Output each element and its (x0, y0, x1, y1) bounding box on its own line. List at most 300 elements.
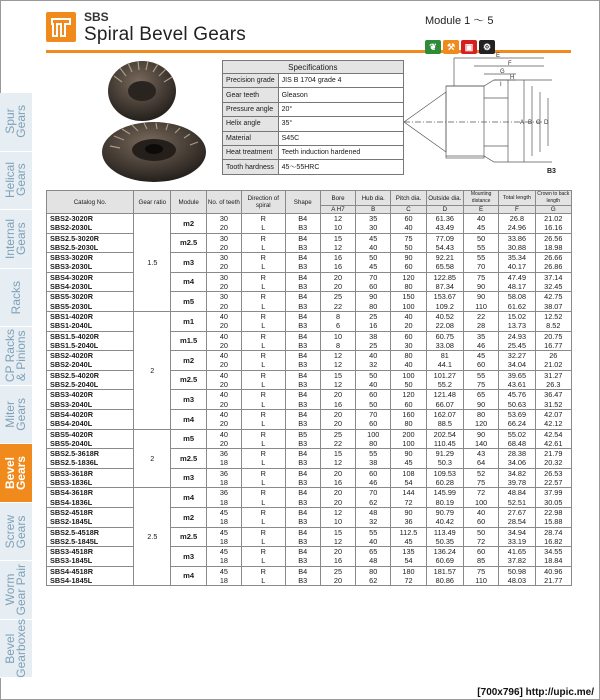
hub-dia-value: 80 (369, 438, 378, 448)
outside-dia-cell (426, 292, 463, 312)
hub-dia-value: 25 (369, 311, 378, 321)
teeth-value: 36 (219, 449, 228, 459)
outside-dia-value: 91.29 (435, 449, 454, 459)
crown-length-value: 26.66 (544, 253, 563, 263)
total-length-value: 34.94 (507, 527, 527, 537)
spec-value: 20° (278, 102, 403, 116)
mounting-distance-value: 90 (477, 292, 486, 302)
side-tab-label: Internal Gears (3, 218, 28, 259)
shape-value: B3 (298, 497, 308, 507)
bore-cell (320, 272, 355, 292)
direction-cell (242, 233, 286, 253)
outside-dia-value: 110.45 (433, 438, 456, 448)
teeth-value: 18 (219, 536, 228, 546)
crown-length-cell (535, 390, 571, 410)
hub-dia-value: 100 (367, 429, 380, 439)
col-hub-sub: B (356, 206, 391, 214)
bore-value: 16 (333, 253, 343, 263)
catalog-number-cell (47, 409, 134, 429)
pitch-dia-cell (391, 390, 426, 410)
catalog-number: SBS1-4020R (50, 311, 93, 321)
pitch-dia-value: 40 (404, 311, 413, 321)
teeth-value: 36 (219, 488, 228, 498)
teeth-value: 45 (219, 547, 228, 557)
hub-dia-value: 50 (369, 399, 378, 409)
teeth-value: 30 (219, 292, 228, 302)
table-row (47, 390, 572, 410)
pitch-dia-cell (391, 272, 426, 292)
crown-length-cell (535, 253, 571, 273)
pitch-dia-value: 80 (404, 351, 413, 361)
hub-dia-value: 40 (369, 380, 378, 390)
crown-length-value: 42.75 (544, 292, 563, 302)
outside-dia-value: 65.58 (435, 262, 454, 272)
pitch-dia-value: 45 (404, 536, 413, 546)
side-tab-label: CP Racks & Pinions (3, 329, 28, 383)
pitch-dia-value: 72 (404, 497, 413, 507)
side-tab-label: Screw Gears (3, 514, 28, 548)
side-tab-label: Racks (8, 280, 23, 314)
bore-cell (320, 351, 355, 371)
mounting-distance-value: 28 (477, 321, 486, 331)
drawing-shape-label: B3 (547, 168, 556, 175)
hub-dia-value: 55 (369, 449, 378, 459)
catalog-number-cell (47, 507, 134, 527)
table-row (47, 214, 572, 234)
catalog-number-cell (47, 390, 134, 410)
shape-value: B3 (298, 536, 308, 546)
mounting-distance-value: 120 (475, 419, 488, 429)
total-length-value: 53.69 (507, 409, 527, 419)
pitch-dia-cell (391, 233, 426, 253)
bore-value: 20 (333, 488, 343, 498)
teeth-value: 20 (219, 262, 228, 272)
pitch-dia-value: 100 (402, 370, 415, 380)
bore-value: 15 (333, 449, 343, 459)
module-cell: m1 (171, 311, 206, 331)
direction-value: L (261, 438, 266, 448)
bore-value: 22 (333, 301, 343, 311)
crown-length-value: 21.02 (544, 214, 563, 223)
hub-dia-value: 46 (369, 478, 378, 488)
pitch-dia-value: 135 (402, 547, 415, 557)
side-tab-spur[interactable] (0, 93, 32, 152)
crown-length-value: 26.53 (544, 468, 563, 478)
teeth-cell (206, 547, 241, 567)
teeth-value: 30 (219, 253, 228, 263)
pitch-dia-value: 180 (402, 566, 415, 576)
crown-length-cell (535, 272, 571, 292)
catalog-number: SBS3-3618R (50, 468, 93, 478)
shape-cell (285, 370, 320, 390)
direction-cell (242, 527, 286, 547)
teeth-value: 40 (219, 351, 228, 361)
specifications-table (222, 60, 404, 175)
catalog-number-cell (47, 449, 134, 469)
teeth-cell (206, 429, 241, 449)
outside-dia-value: 50.3 (437, 458, 452, 468)
hub-dia-value: 48 (369, 507, 378, 517)
hub-dia-value: 45 (369, 233, 378, 243)
shape-cell (285, 507, 320, 527)
pitch-dia-value: 75 (404, 233, 413, 243)
pitch-dia-cell (391, 214, 426, 234)
teeth-value: 30 (219, 214, 228, 223)
mounting-distance-value: 85 (477, 556, 486, 566)
spec-value: Gleason (278, 88, 403, 102)
leaf-icon: ❦ (425, 40, 441, 54)
pitch-dia-value: 60 (404, 399, 413, 409)
bore-value: 15 (333, 370, 343, 380)
outside-dia-value: 60.75 (435, 331, 454, 341)
crown-length-value: 38.07 (544, 301, 563, 311)
gear-ratio-cell: 1.5 (134, 214, 171, 312)
spec-row (223, 145, 404, 159)
hub-dia-value: 70 (369, 409, 378, 419)
bore-cell (320, 214, 355, 234)
col-shape: Shape (285, 191, 320, 214)
crown-length-cell (535, 449, 571, 469)
total-length-cell (499, 331, 535, 351)
side-tab-bevel[interactable] (0, 444, 32, 503)
total-length-value: 25.45 (507, 340, 527, 350)
dim-label-a: A (520, 120, 525, 126)
table-row (47, 292, 572, 312)
crown-length-value: 16.82 (544, 536, 563, 546)
table-row (47, 429, 572, 449)
teeth-value: 40 (219, 331, 228, 341)
shape-cell (285, 449, 320, 469)
mounting-distance-value: 52 (477, 468, 486, 478)
direction-cell (242, 292, 286, 312)
mounting-distance-cell (463, 311, 498, 331)
shape-cell (285, 468, 320, 488)
brand-name: SBS (84, 10, 109, 24)
spec-row (223, 74, 404, 88)
direction-value: R (260, 547, 266, 557)
crown-length-cell (535, 351, 571, 371)
bore-value: 12 (333, 214, 343, 223)
mounting-distance-cell (463, 566, 498, 586)
pitch-dia-value: 60 (404, 331, 413, 341)
shape-value: B3 (298, 282, 308, 292)
shape-value: B3 (298, 223, 308, 233)
bore-cell (320, 331, 355, 351)
catalog-number: SBS3-4518R (50, 547, 93, 557)
hub-dia-value: 48 (369, 556, 378, 566)
mounting-distance-value: 40 (477, 507, 486, 517)
side-tab-bevel[interactable] (0, 620, 32, 679)
side-tab-cp-racks[interactable] (0, 327, 32, 386)
crown-length-cell (535, 311, 571, 331)
catalog-number: SBS3-4020R (50, 390, 93, 400)
shape-cell (285, 292, 320, 312)
direction-value: L (261, 282, 266, 292)
direction-value: L (261, 478, 266, 488)
bore-value: 12 (333, 536, 343, 546)
catalog-number: SBS2.5-2040L (50, 380, 99, 390)
teeth-value: 36 (219, 468, 228, 478)
teeth-cell (206, 409, 241, 429)
crown-length-value: 12.52 (544, 311, 563, 321)
total-length-value: 27.67 (507, 507, 527, 517)
teeth-value: 45 (219, 527, 228, 537)
direction-value: R (260, 390, 266, 400)
pitch-dia-value: 72 (404, 575, 413, 585)
direction-cell (242, 507, 286, 527)
crown-length-cell (535, 547, 571, 567)
direction-cell (242, 311, 286, 331)
teeth-cell (206, 468, 241, 488)
bore-value: 6 (335, 321, 340, 331)
shape-value: B4 (298, 253, 308, 263)
shape-cell (285, 566, 320, 586)
crown-length-cell (535, 409, 571, 429)
col-bore-sub: A H7 (320, 206, 355, 214)
side-tab-label: Bevel Gearboxes (3, 618, 28, 678)
crown-length-cell (535, 527, 571, 547)
total-length-cell (499, 272, 535, 292)
pitch-dia-value: 80 (404, 282, 413, 292)
module-cell: m4 (171, 488, 206, 508)
mounting-distance-cell (463, 429, 498, 449)
hub-dia-value: 60 (369, 468, 378, 478)
mounting-distance-value: 50 (477, 233, 486, 243)
category-tabs (0, 93, 32, 678)
outside-dia-cell (426, 351, 463, 371)
table-row (47, 449, 572, 469)
catalog-number: SBS5-2030L (50, 301, 93, 311)
bore-cell (320, 527, 355, 547)
teeth-cell (206, 351, 241, 371)
catalog-number: SBS3-1845L (50, 556, 93, 566)
outside-dia-value: 162.07 (433, 409, 456, 419)
total-length-cell (499, 214, 535, 234)
module-cell: m3 (171, 547, 206, 567)
bore-value: 20 (333, 468, 343, 478)
side-tab-screw[interactable] (0, 503, 32, 562)
mounting-distance-cell (463, 272, 498, 292)
shape-value: B3 (298, 517, 308, 527)
shape-value: B4 (298, 547, 308, 557)
module-range: Module 1 ～ 5 (425, 15, 494, 27)
catalog-number: SBS5-3020R (50, 292, 93, 302)
table-row (47, 468, 572, 488)
hub-dia-cell (356, 488, 391, 508)
mounting-distance-value: 45 (477, 223, 486, 233)
bore-value: 20 (333, 409, 343, 419)
shape-value: B4 (298, 331, 308, 341)
spec-row (223, 160, 404, 174)
total-length-cell (499, 547, 535, 567)
dim-label-f: F (508, 61, 512, 67)
side-tab-racks[interactable] (0, 269, 32, 328)
catalog-table (46, 190, 572, 586)
outside-dia-cell (426, 390, 463, 410)
direction-value: R (260, 449, 266, 459)
bore-value: 16 (333, 399, 343, 409)
catalog-number-cell (47, 292, 134, 312)
shape-value: B3 (298, 340, 308, 350)
hub-dia-value: 40 (369, 351, 378, 361)
crown-length-value: 16.77 (544, 340, 563, 350)
mounting-distance-value: 80 (477, 409, 486, 419)
total-length-value: 50.98 (507, 566, 527, 576)
mounting-distance-value: 43 (477, 449, 486, 459)
bore-value: 20 (333, 272, 343, 282)
mounting-distance-value: 22 (477, 311, 486, 321)
direction-cell (242, 488, 286, 508)
direction-value: R (260, 370, 266, 380)
col-outside-sub: D (426, 206, 463, 214)
crown-length-value: 26.3 (546, 380, 561, 390)
total-length-value: 45.76 (507, 390, 527, 400)
dim-label-h: H (510, 75, 515, 81)
shape-value: B4 (298, 370, 308, 380)
col-cone: Crown to back length (535, 191, 571, 206)
teeth-value: 40 (219, 390, 228, 400)
teeth-value: 45 (219, 566, 228, 576)
direction-cell (242, 253, 286, 273)
spec-key: Precision grade (223, 74, 279, 88)
hub-dia-value: 16 (369, 321, 378, 331)
dim-label-i: I (500, 82, 502, 88)
teeth-value: 20 (219, 380, 228, 390)
total-length-cell (499, 390, 535, 410)
bore-value: 12 (333, 380, 343, 390)
hub-dia-value: 50 (369, 253, 378, 263)
teeth-cell (206, 331, 241, 351)
catalog-number: SBS2.5-4020R (50, 370, 100, 380)
mounting-distance-cell (463, 488, 498, 508)
mounting-distance-cell (463, 331, 498, 351)
shape-value: B3 (298, 419, 308, 429)
catalog-number-cell (47, 547, 134, 567)
catalog-number: SBS1-2040L (50, 321, 93, 331)
pitch-dia-cell (391, 311, 426, 331)
total-length-value: 48.17 (507, 282, 527, 292)
teeth-cell (206, 507, 241, 527)
direction-value: L (261, 399, 266, 409)
mounting-distance-value: 60 (477, 547, 486, 557)
hub-dia-value: 70 (369, 488, 378, 498)
total-length-value: 35.34 (507, 253, 527, 263)
total-length-value: 52.51 (507, 497, 527, 507)
crown-length-value: 31.27 (544, 370, 563, 380)
side-tab-miter[interactable] (0, 386, 32, 445)
pitch-dia-value: 50 (404, 380, 413, 390)
total-length-value: 32.27 (507, 351, 527, 361)
direction-value: R (260, 351, 266, 361)
total-length-value: 28.54 (507, 517, 527, 527)
outside-dia-cell (426, 488, 463, 508)
total-length-value: 40.17 (507, 262, 527, 272)
outside-dia-value: 136.24 (433, 547, 456, 557)
teeth-value: 20 (219, 321, 228, 331)
total-length-cell (499, 468, 535, 488)
mounting-distance-cell (463, 351, 498, 371)
total-length-value: 61.62 (507, 301, 527, 311)
catalog-number-cell (47, 429, 134, 449)
side-tab-label: Spur Gears (3, 105, 28, 139)
outside-dia-cell (426, 331, 463, 351)
catalog-number: SBS4-4020R (50, 409, 93, 419)
outside-dia-value: 80.86 (435, 575, 454, 585)
module-cell: m2.5 (171, 233, 206, 253)
catalog-number: SBS4-2030L (50, 282, 93, 292)
teeth-cell (206, 566, 241, 586)
crown-length-value: 8.52 (546, 321, 561, 331)
direction-cell (242, 351, 286, 371)
hub-dia-cell (356, 331, 391, 351)
shape-value: B5 (298, 429, 308, 439)
mounting-distance-value: 75 (477, 566, 486, 576)
outside-dia-value: 92.21 (435, 253, 454, 263)
pitch-dia-cell (391, 292, 426, 312)
shape-cell (285, 214, 320, 234)
spec-row (223, 88, 404, 102)
hub-dia-value: 50 (369, 370, 378, 380)
side-tab-internal[interactable] (0, 210, 32, 269)
shape-value: B4 (298, 351, 308, 361)
mounting-distance-cell (463, 409, 498, 429)
total-length-value: 55.02 (507, 429, 527, 439)
outside-dia-cell (426, 468, 463, 488)
bore-cell (320, 488, 355, 508)
pitch-dia-value: 144 (402, 488, 415, 498)
outside-dia-value: 153.67 (433, 292, 456, 302)
catalog-number-cell (47, 488, 134, 508)
pitch-dia-cell (391, 547, 426, 567)
hub-dia-value: 40 (369, 536, 378, 546)
catalog-number: SBS4-3020R (50, 272, 93, 282)
side-tab-helical[interactable] (0, 152, 32, 211)
hub-dia-value: 25 (369, 340, 378, 350)
teeth-cell (206, 214, 241, 234)
hub-dia-cell (356, 214, 391, 234)
spec-value: 45～55HRC (278, 160, 403, 174)
hub-dia-value: 90 (369, 292, 378, 302)
teeth-value: 18 (219, 478, 228, 488)
catalog-number: SBS4-3618R (50, 488, 93, 498)
table-row (47, 351, 572, 371)
bore-value: 16 (333, 262, 343, 272)
direction-cell (242, 566, 286, 586)
side-tab-worm[interactable] (0, 561, 32, 620)
table-row (47, 311, 572, 331)
catalog-number: SBS2-2040L (50, 360, 93, 370)
dim-label-d: D (544, 120, 549, 126)
table-row (47, 566, 572, 586)
dim-label-c: C (536, 120, 541, 126)
crown-length-value: 32.45 (544, 282, 563, 292)
shape-cell (285, 429, 320, 449)
bore-value: 8 (335, 340, 340, 350)
crown-length-value: 36.47 (544, 390, 563, 400)
total-length-value: 24.93 (507, 331, 527, 341)
total-length-value: 15.02 (507, 311, 527, 321)
pitch-dia-value: 40 (404, 360, 413, 370)
outside-dia-value: 66.07 (435, 399, 454, 409)
total-length-value: 34.06 (507, 458, 527, 468)
teeth-value: 20 (219, 419, 228, 429)
module-cell: m4 (171, 409, 206, 429)
crown-length-value: 42.61 (544, 438, 563, 448)
brand-logo (46, 12, 76, 42)
dimension-drawing (384, 52, 560, 182)
shape-cell (285, 233, 320, 253)
hub-dia-cell (356, 409, 391, 429)
